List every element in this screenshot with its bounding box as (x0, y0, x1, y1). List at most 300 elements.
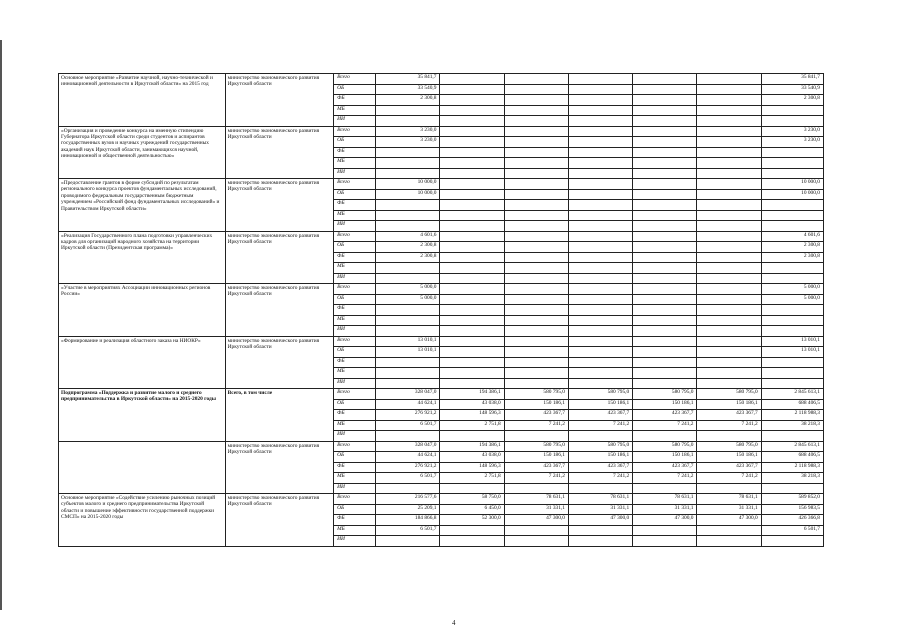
total-value (761, 221, 823, 232)
year-value: 580 795,0 (504, 389, 568, 400)
year-value (633, 126, 697, 137)
funding-source: Всего (334, 494, 376, 505)
responsible-executor: министерство экономического развития Иркутской области (225, 179, 333, 232)
year-value (633, 147, 697, 158)
year-value: 148 596,3 (440, 410, 504, 421)
year-value (697, 284, 761, 295)
year-value: 2 300,8 (376, 252, 440, 263)
year-value (440, 368, 504, 379)
year-value (697, 347, 761, 358)
year-value (568, 179, 632, 190)
activity-name: «Организация и проведение конкурса на именную стипендию Губернатора Иркутской области среди студентов и аспирантов государственных вузов и научных учреждений государственных академий наук Иркутской области, занимающихся научной, инновационной и общественной деятельностью» (59, 126, 226, 179)
funding-source: ИИ (334, 483, 376, 494)
year-value (633, 200, 697, 211)
year-value (376, 158, 440, 169)
year-value (568, 431, 632, 442)
year-value (376, 273, 440, 284)
year-value (504, 336, 568, 347)
year-value (504, 263, 568, 274)
year-value (504, 315, 568, 326)
funding-source: ФБ (334, 95, 376, 106)
funding-source: ИИ (334, 116, 376, 127)
year-value: 58 750,0 (440, 494, 504, 505)
year-value (633, 315, 697, 326)
year-value: 2 300,8 (376, 242, 440, 253)
year-value (504, 368, 568, 379)
year-value (376, 378, 440, 389)
year-value (504, 95, 568, 106)
year-value: 2 300,8 (376, 95, 440, 106)
year-value: 2 751,8 (440, 420, 504, 431)
year-value: 580 795,0 (633, 441, 697, 452)
year-value: 6 501,7 (376, 473, 440, 484)
year-value: 78 631,1 (697, 494, 761, 505)
year-value (697, 273, 761, 284)
year-value (697, 368, 761, 379)
year-value: 7 241,2 (568, 420, 632, 431)
total-value: 13 010,1 (761, 347, 823, 358)
year-value (697, 126, 761, 137)
year-value (440, 116, 504, 127)
funding-source: ОБ (334, 189, 376, 200)
year-value: 2 751,8 (440, 473, 504, 484)
year-value: 5 000,0 (376, 294, 440, 305)
activity-name: Основное мероприятие «Развитие научной, научно-технической и инновационной деятельности в Иркутской области» на 2015 год (59, 74, 226, 127)
year-value (568, 336, 632, 347)
total-value: 38 218,3 (761, 420, 823, 431)
year-value (633, 536, 697, 547)
year-value: 194 386,1 (440, 441, 504, 452)
year-value: 150 186,1 (568, 452, 632, 463)
year-value: 184 866,8 (376, 515, 440, 526)
total-value (761, 326, 823, 337)
funding-source: ОБ (334, 504, 376, 515)
year-value (568, 200, 632, 211)
total-value: 10 000,0 (761, 179, 823, 190)
total-value (761, 357, 823, 368)
total-value (761, 315, 823, 326)
year-value: 150 186,1 (697, 452, 761, 463)
year-value (376, 105, 440, 116)
table-row (59, 126, 824, 137)
funding-source: Всего (334, 231, 376, 242)
year-value: 423 367,7 (568, 410, 632, 421)
year-value: 13 010,1 (376, 347, 440, 358)
year-value (440, 525, 504, 536)
total-value: 2 845 613,1 (761, 441, 823, 452)
year-value (440, 231, 504, 242)
total-value (761, 116, 823, 127)
year-value (568, 483, 632, 494)
year-value (440, 483, 504, 494)
year-value (633, 378, 697, 389)
funding-source: ИИ (334, 431, 376, 442)
funding-source: ОБ (334, 294, 376, 305)
year-value (633, 189, 697, 200)
funding-source: ИИ (334, 221, 376, 232)
year-value: 33 540,9 (376, 84, 440, 95)
year-value (633, 525, 697, 536)
total-value (761, 158, 823, 169)
year-value (376, 357, 440, 368)
year-value (697, 84, 761, 95)
year-value (568, 357, 632, 368)
year-value (376, 368, 440, 379)
total-value: 2 845 613,1 (761, 389, 823, 400)
year-value (440, 74, 504, 85)
budget-table (58, 73, 824, 547)
year-value: 78 631,1 (568, 494, 632, 505)
year-value: 43 038,0 (440, 399, 504, 410)
year-value (440, 147, 504, 158)
year-value: 150 186,1 (504, 399, 568, 410)
year-value (697, 231, 761, 242)
year-value (697, 294, 761, 305)
year-value (504, 378, 568, 389)
year-value: 47 300,0 (633, 515, 697, 526)
year-value (376, 536, 440, 547)
year-value: 6 501,7 (376, 525, 440, 536)
funding-source: ОБ (334, 242, 376, 253)
year-value (568, 273, 632, 284)
total-value: 13 010,1 (761, 336, 823, 347)
table-row (59, 74, 824, 85)
year-value (504, 168, 568, 179)
year-value: 194 386,1 (440, 389, 504, 400)
year-value (440, 242, 504, 253)
total-value: 2 118 988,3 (761, 462, 823, 473)
year-value: 423 367,7 (633, 410, 697, 421)
year-value (376, 431, 440, 442)
total-value: 5 000,0 (761, 294, 823, 305)
year-value: 13 010,1 (376, 336, 440, 347)
year-value: 31 331,1 (633, 504, 697, 515)
year-value: 580 795,0 (697, 441, 761, 452)
total-value: 5 000,0 (761, 284, 823, 295)
funding-source: ФБ (334, 515, 376, 526)
year-value (440, 158, 504, 169)
year-value (697, 168, 761, 179)
table-row (59, 336, 824, 347)
year-value (376, 210, 440, 221)
year-value (376, 305, 440, 316)
year-value (504, 483, 568, 494)
year-value (633, 179, 697, 190)
total-value: 688 406,5 (761, 399, 823, 410)
year-value (633, 347, 697, 358)
year-value (440, 221, 504, 232)
funding-source: ФБ (334, 200, 376, 211)
year-value (504, 158, 568, 169)
year-value (440, 536, 504, 547)
year-value (568, 231, 632, 242)
year-value: 43 038,0 (440, 452, 504, 463)
total-value: 589 852,0 (761, 494, 823, 505)
year-value (376, 221, 440, 232)
funding-source: МБ (334, 105, 376, 116)
year-value: 7 241,2 (568, 473, 632, 484)
year-value (568, 347, 632, 358)
year-value: 47 300,0 (568, 515, 632, 526)
year-value (697, 263, 761, 274)
year-value (504, 116, 568, 127)
year-value (504, 242, 568, 253)
table-row (59, 389, 824, 400)
year-value (697, 357, 761, 368)
year-value (633, 326, 697, 337)
year-value (440, 137, 504, 148)
year-value (697, 221, 761, 232)
year-value (697, 525, 761, 536)
activity-name: Основное мероприятие «Содействие усилению рыночных позиций субъектов малого и среднего предпринимательства Иркутской области и повышение эффективности государственной поддержки СМСП» на 2015-2020 годы (59, 494, 226, 547)
year-value: 328 047,0 (376, 389, 440, 400)
year-value (376, 200, 440, 211)
year-value (568, 242, 632, 253)
year-value (633, 168, 697, 179)
total-value (761, 147, 823, 158)
funding-source: ИИ (334, 326, 376, 337)
funding-source: Всего (334, 284, 376, 295)
year-value: 150 186,1 (633, 452, 697, 463)
year-value (376, 116, 440, 127)
year-value (504, 126, 568, 137)
year-value (633, 368, 697, 379)
year-value: 423 367,7 (504, 462, 568, 473)
year-value (633, 263, 697, 274)
year-value (633, 95, 697, 106)
year-value: 7 241,2 (633, 420, 697, 431)
year-value: 44 624,1 (376, 452, 440, 463)
year-value (440, 357, 504, 368)
year-value (568, 84, 632, 95)
year-value: 47 300,0 (697, 515, 761, 526)
year-value: 5 000,0 (376, 284, 440, 295)
year-value: 6 450,0 (440, 504, 504, 515)
year-value: 423 367,7 (697, 410, 761, 421)
year-value: 31 331,1 (568, 504, 632, 515)
year-value (504, 221, 568, 232)
table-row (59, 179, 824, 190)
activity-name (59, 441, 226, 494)
year-value (440, 210, 504, 221)
year-value (697, 137, 761, 148)
year-value (440, 347, 504, 358)
year-value: 276 921,2 (376, 410, 440, 421)
year-value: 580 795,0 (568, 441, 632, 452)
activity-name: «Участие в мероприятиях Ассоциации инновационных регионов России» (59, 284, 226, 337)
total-value (761, 368, 823, 379)
total-value: 38 218,3 (761, 473, 823, 484)
activity-name: «Формирование и реализация областного заказа на НИОКР» (59, 336, 226, 389)
year-value (633, 284, 697, 295)
year-value (568, 126, 632, 137)
funding-source: Всего (334, 126, 376, 137)
year-value (633, 137, 697, 148)
year-value: 25 209,1 (376, 504, 440, 515)
year-value (568, 221, 632, 232)
year-value (697, 95, 761, 106)
funding-source: ФБ (334, 147, 376, 158)
year-value (504, 305, 568, 316)
year-value: 52 300,0 (440, 515, 504, 526)
year-value (633, 231, 697, 242)
year-value (504, 357, 568, 368)
table-row (59, 231, 824, 242)
year-value (504, 347, 568, 358)
total-value (761, 378, 823, 389)
funding-source: МБ (334, 158, 376, 169)
year-value (440, 84, 504, 95)
funding-source: Всего (334, 179, 376, 190)
year-value (633, 483, 697, 494)
year-value: 150 186,1 (633, 399, 697, 410)
year-value (568, 294, 632, 305)
year-value (633, 84, 697, 95)
funding-source: МБ (334, 420, 376, 431)
total-value (761, 273, 823, 284)
year-value (568, 137, 632, 148)
table-row (59, 284, 824, 295)
year-value (633, 252, 697, 263)
year-value (633, 116, 697, 127)
funding-source: Всего (334, 441, 376, 452)
year-value (697, 315, 761, 326)
funding-source: ИИ (334, 378, 376, 389)
funding-source: ФБ (334, 357, 376, 368)
responsible-executor: министерство экономического развития Иркутской области (225, 336, 333, 389)
year-value (697, 105, 761, 116)
year-value (568, 326, 632, 337)
total-value (761, 263, 823, 274)
year-value (697, 179, 761, 190)
year-value (504, 326, 568, 337)
year-value (440, 294, 504, 305)
year-value (440, 263, 504, 274)
activity-name: «Предоставление грантов в форме субсидий по результатам регионального конкурса проектов фундаментальных исследований, проводимого федеральным государственным бюджетным учреждением «Российский фонд фундаментальных исследований» и Правительством Иркутской области» (59, 179, 226, 232)
year-value (568, 305, 632, 316)
year-value (568, 284, 632, 295)
year-value (440, 189, 504, 200)
funding-source: ФБ (334, 252, 376, 263)
funding-source: ФБ (334, 462, 376, 473)
year-value (440, 431, 504, 442)
year-value (697, 336, 761, 347)
responsible-executor: Всего, в том числе (225, 389, 333, 442)
year-value (633, 431, 697, 442)
year-value: 7 241,2 (697, 420, 761, 431)
year-value (440, 284, 504, 295)
year-value (440, 126, 504, 137)
year-value (504, 231, 568, 242)
year-value (568, 378, 632, 389)
year-value (504, 137, 568, 148)
year-value (504, 284, 568, 295)
year-value: 4 601,6 (376, 231, 440, 242)
year-value (697, 536, 761, 547)
total-value: 33 540,9 (761, 84, 823, 95)
total-value (761, 210, 823, 221)
year-value: 580 795,0 (568, 389, 632, 400)
year-value: 7 241,2 (504, 473, 568, 484)
year-value: 580 795,0 (504, 441, 568, 452)
year-value (697, 305, 761, 316)
year-value (504, 431, 568, 442)
scan-edge (0, 40, 2, 610)
year-value: 31 331,1 (697, 504, 761, 515)
year-value (568, 368, 632, 379)
year-value (504, 84, 568, 95)
year-value (440, 105, 504, 116)
year-value (568, 263, 632, 274)
funding-source: Всего (334, 74, 376, 85)
year-value (440, 179, 504, 190)
year-value (633, 294, 697, 305)
year-value (440, 336, 504, 347)
year-value: 150 186,1 (504, 452, 568, 463)
total-value: 6 501,7 (761, 525, 823, 536)
year-value (633, 210, 697, 221)
year-value (376, 315, 440, 326)
total-value (761, 105, 823, 116)
year-value (376, 263, 440, 274)
total-value (761, 483, 823, 494)
year-value: 35 841,7 (376, 74, 440, 85)
year-value: 423 367,7 (633, 462, 697, 473)
funding-source: ИИ (334, 273, 376, 284)
year-value: 6 501,7 (376, 420, 440, 431)
year-value (697, 242, 761, 253)
total-value: 688 406,5 (761, 452, 823, 463)
year-value (440, 326, 504, 337)
page-number: 4 (452, 619, 456, 627)
year-value (697, 431, 761, 442)
year-value: 423 367,7 (697, 462, 761, 473)
year-value: 150 186,1 (568, 399, 632, 410)
year-value (568, 252, 632, 263)
total-value: 2 118 988,3 (761, 410, 823, 421)
funding-source: ФБ (334, 410, 376, 421)
year-value (440, 305, 504, 316)
total-value: 3 230,0 (761, 126, 823, 137)
year-value (376, 147, 440, 158)
year-value (633, 105, 697, 116)
funding-source: ОБ (334, 84, 376, 95)
year-value (568, 536, 632, 547)
year-value (504, 252, 568, 263)
year-value (633, 74, 697, 85)
year-value (633, 357, 697, 368)
funding-source: ОБ (334, 452, 376, 463)
activity-name: «Реализация Государственного плана подготовки управленческих кадров для организаций народного хозяйства на территории Иркутской области (Президентская программа)» (59, 231, 226, 284)
funding-source: ОБ (334, 347, 376, 358)
year-value: 3 230,0 (376, 137, 440, 148)
funding-source: Всего (334, 389, 376, 400)
year-value: 44 624,1 (376, 399, 440, 410)
year-value: 216 577,6 (376, 494, 440, 505)
year-value: 7 241,2 (697, 473, 761, 484)
year-value (568, 116, 632, 127)
total-value: 35 841,7 (761, 74, 823, 85)
total-value: 426 366,8 (761, 515, 823, 526)
funding-source: ФБ (334, 305, 376, 316)
year-value: 580 795,0 (697, 389, 761, 400)
year-value (697, 252, 761, 263)
total-value: 156 983,5 (761, 504, 823, 515)
year-value (568, 189, 632, 200)
funding-source: МБ (334, 263, 376, 274)
year-value: 423 367,7 (568, 462, 632, 473)
funding-source: ИИ (334, 168, 376, 179)
